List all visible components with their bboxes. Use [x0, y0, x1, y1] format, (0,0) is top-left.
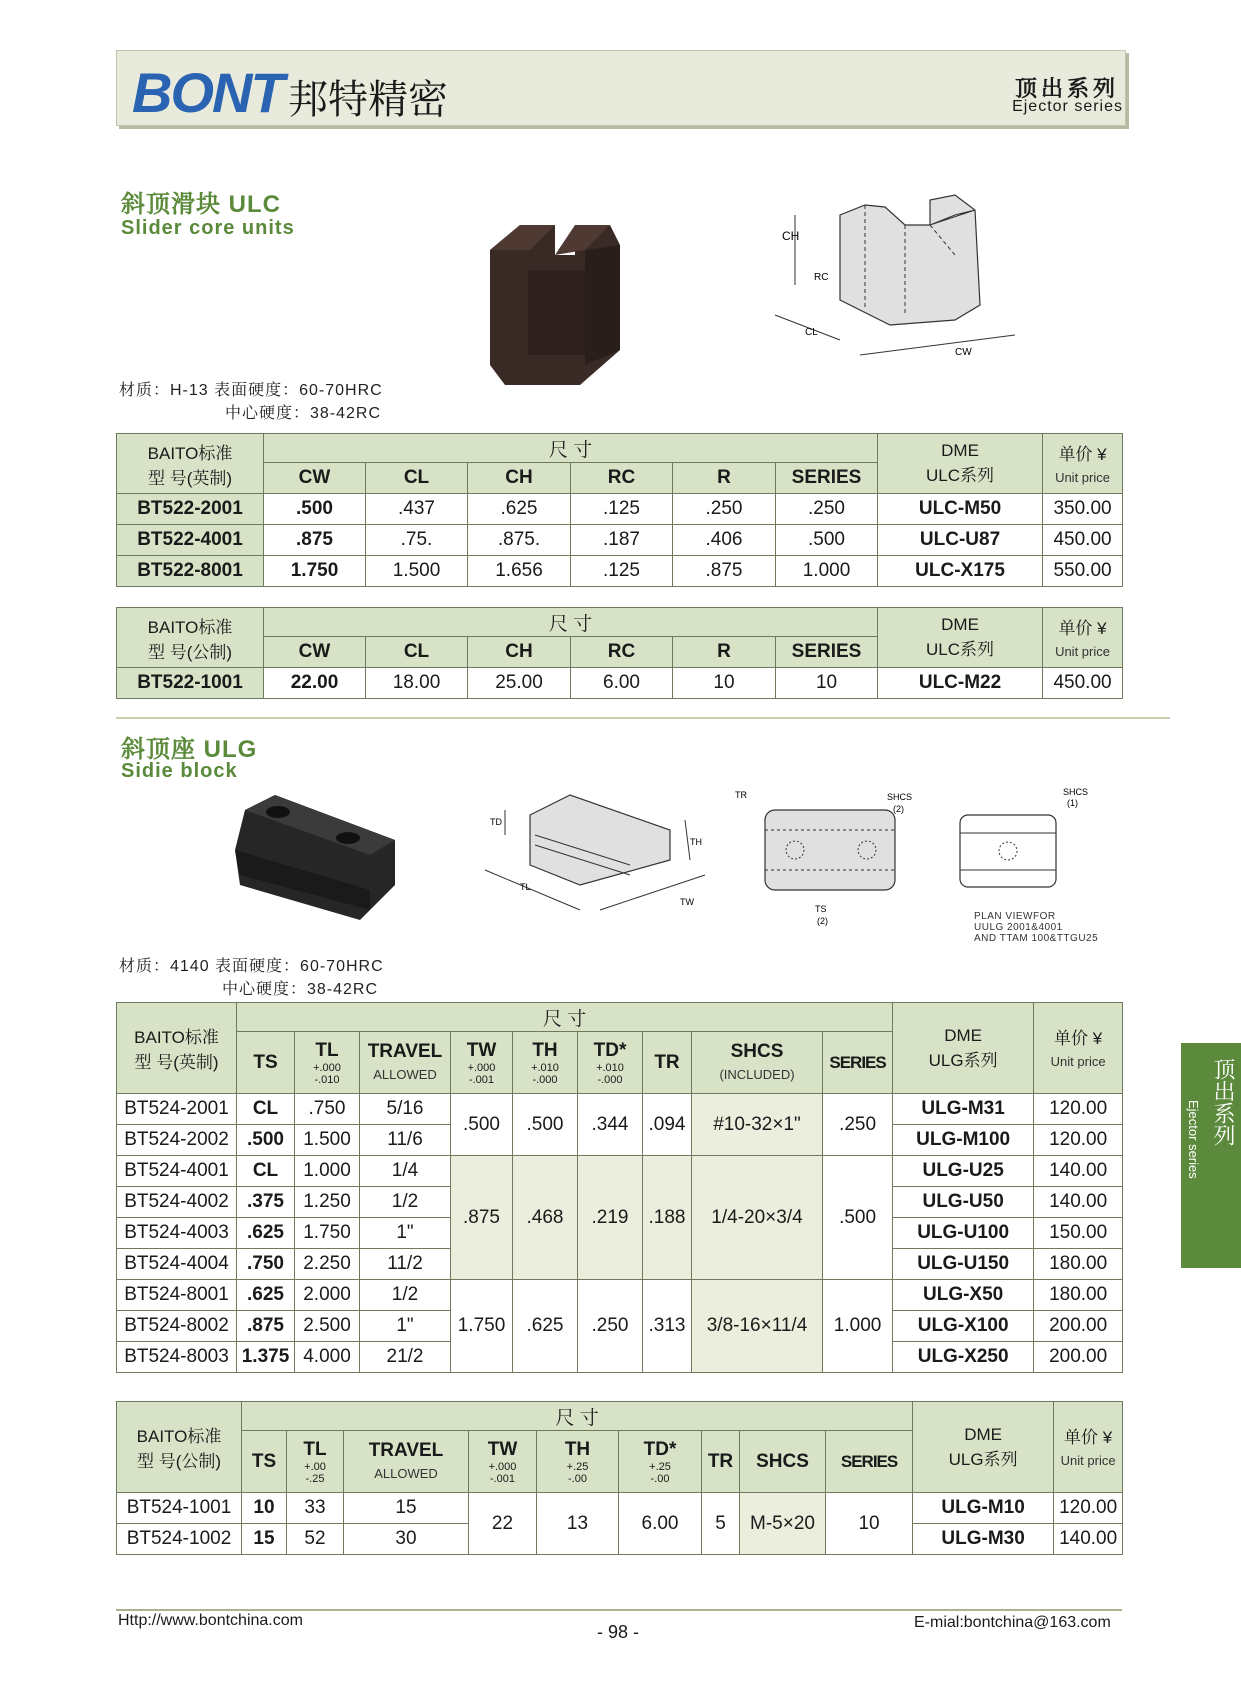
cell-travel: 1/2 [360, 1187, 451, 1218]
ulg-label-ts: TS [815, 904, 827, 914]
col-cl: CL [366, 463, 468, 494]
cell-series: 10 [826, 1493, 913, 1555]
cell-rc: .125 [571, 556, 673, 587]
cell-model: BT522-2001 [117, 494, 264, 525]
ulc-dim-cl: CL [805, 327, 818, 338]
cell-th: .468 [513, 1156, 578, 1280]
ulg-iso-diagram [480, 790, 710, 920]
footer-rule [116, 1609, 1122, 1611]
cell-r: .875 [673, 556, 776, 587]
cell-td: .219 [578, 1156, 643, 1280]
cell-travel: 1/4 [360, 1156, 451, 1187]
cell-model: BT524-4002 [117, 1187, 237, 1218]
ulg-imperial-table [116, 1002, 1123, 1373]
cell-price: 200.00 [1034, 1311, 1123, 1342]
ulg-plan-shcs-qty: (1) [1067, 798, 1078, 808]
col-header-price: 单价 ¥ Unit price [1043, 434, 1123, 494]
ulg-material: 材质：4140 表面硬度：60-70HRC [119, 958, 384, 975]
cell-dme: ULG-M31 [893, 1094, 1034, 1125]
cell-cl: .437 [366, 494, 468, 525]
cell-ch: .625 [468, 494, 571, 525]
cell-model: BT522-1001 [117, 668, 264, 699]
cell-price: 120.00 [1054, 1493, 1123, 1524]
series-title-cn: 顶出系列 [1014, 76, 1119, 101]
col-ts: TS [242, 1431, 287, 1493]
cell-th: .500 [513, 1094, 578, 1156]
ulg-product-photo [230, 790, 400, 925]
brand-logo: BONT [132, 61, 283, 124]
col-td: TD* +.25 -.00 [619, 1431, 702, 1493]
ulg-dim-td: TD [490, 817, 502, 827]
cell-dme: ULG-X250 [893, 1342, 1034, 1373]
cell-price: 140.00 [1034, 1187, 1123, 1218]
cell-shcs: 1/4-20×3/4 [692, 1156, 823, 1280]
cell-td: 6.00 [619, 1493, 702, 1555]
ulg-title: 斜顶座 ULG [121, 736, 258, 763]
cell-dme: ULG-U100 [893, 1218, 1034, 1249]
cell-travel: 1/2 [360, 1280, 451, 1311]
cell-tl: 4.000 [295, 1342, 360, 1373]
cell-r: .406 [673, 525, 776, 556]
cell-price: 120.00 [1034, 1094, 1123, 1125]
cell-shcs: 3/8-16×11/4 [692, 1280, 823, 1373]
ulg-label-shcs-qty: (2) [893, 804, 904, 814]
cell-tl: 2.250 [295, 1249, 360, 1280]
col-rc: RC [571, 637, 673, 668]
ulg-label-shcs: SHCS [887, 792, 913, 802]
cell-tl: 33 [287, 1493, 344, 1524]
col-cw: CW [264, 637, 366, 668]
cell-shcs: M-5×20 [740, 1493, 826, 1555]
cell-tr: 5 [702, 1493, 740, 1555]
cell-price: 140.00 [1034, 1156, 1123, 1187]
table-row [117, 494, 1123, 525]
table-row [117, 668, 1123, 699]
ulg-plan-shcs: SHCS [1063, 787, 1089, 797]
cell-ts: .500 [237, 1125, 295, 1156]
ulc-metric-table [116, 607, 1123, 699]
table-row [117, 525, 1123, 556]
cell-model: BT522-8001 [117, 556, 264, 587]
ulg-dim-th: TH [690, 837, 702, 847]
cell-ch: .875. [468, 525, 571, 556]
cell-ch: 25.00 [468, 668, 571, 699]
cell-ts: .375 [237, 1187, 295, 1218]
side-tab-label-en: Ejector series [1186, 1100, 1201, 1179]
col-header-model: BAITO标准 型 号(英制) [117, 434, 264, 494]
col-header-dims: 尺 寸 [242, 1402, 913, 1431]
cell-ts: 10 [242, 1493, 287, 1524]
cell-travel: 11/2 [360, 1249, 451, 1280]
col-travel: TRAVEL ALLOWED [344, 1431, 469, 1493]
col-header-model: BAITO标准 型 号(公制) [117, 1402, 242, 1493]
cell-series: 1.000 [823, 1280, 893, 1373]
ulc-imperial-table [116, 433, 1123, 587]
ulc-dim-rc: RC [814, 272, 829, 283]
cell-price: 140.00 [1054, 1524, 1123, 1555]
cell-model: BT524-1002 [117, 1524, 242, 1555]
col-series: SERIES [826, 1431, 913, 1493]
col-header-dme: DME ULG系列 [913, 1402, 1054, 1493]
col-header-dims: 尺 寸 [264, 608, 878, 637]
cell-rc: 6.00 [571, 668, 673, 699]
brand-name: 邦特精密 [288, 77, 448, 123]
cell-tr: .188 [643, 1156, 692, 1280]
cell-model: BT524-2002 [117, 1125, 237, 1156]
ulg-subtitle: Sidie block [121, 760, 238, 782]
cell-cl: 1.500 [366, 556, 468, 587]
cell-price: 150.00 [1034, 1218, 1123, 1249]
cell-travel: 1" [360, 1311, 451, 1342]
col-header-dims: 尺 寸 [264, 434, 878, 463]
cell-price: 550.00 [1043, 556, 1123, 587]
cell-tw: .500 [451, 1094, 513, 1156]
cell-travel: 11/6 [360, 1125, 451, 1156]
cell-dme: ULG-X50 [893, 1280, 1034, 1311]
cell-dme: ULG-U25 [893, 1156, 1034, 1187]
cell-price: 180.00 [1034, 1280, 1123, 1311]
col-tw: TW +.000 -.001 [451, 1032, 513, 1094]
footer-url[interactable]: Http://www.bontchina.com [118, 1612, 303, 1629]
cell-dme: ULG-U150 [893, 1249, 1034, 1280]
cell-dme: ULG-X100 [893, 1311, 1034, 1342]
cell-dme: ULG-M30 [913, 1524, 1054, 1555]
ulg-core-hardness: 中心硬度：38-42RC [222, 981, 379, 998]
col-rc: RC [571, 463, 673, 494]
cell-tl: 1.250 [295, 1187, 360, 1218]
col-r: R [673, 637, 776, 668]
col-ch: CH [468, 463, 571, 494]
col-th: TH +.25 -.00 [537, 1431, 619, 1493]
cell-dme: ULC-U87 [878, 525, 1043, 556]
cell-series: 10 [776, 668, 878, 699]
cell-series: .500 [776, 525, 878, 556]
cell-model: BT524-2001 [117, 1094, 237, 1125]
cell-tl: 2.000 [295, 1280, 360, 1311]
cell-cw: .500 [264, 494, 366, 525]
table-row [117, 1493, 1123, 1524]
cell-tr: .313 [643, 1280, 692, 1373]
cell-ts: .625 [237, 1280, 295, 1311]
cell-travel: 1" [360, 1218, 451, 1249]
cell-cw: 22.00 [264, 668, 366, 699]
col-ch: CH [468, 637, 571, 668]
col-tl: TL +.000 -.010 [295, 1032, 360, 1094]
cell-ts: .625 [237, 1218, 295, 1249]
cell-travel: 21/2 [360, 1342, 451, 1373]
cell-tr: .094 [643, 1094, 692, 1156]
cell-cl: 18.00 [366, 668, 468, 699]
col-th: TH +.010 -.000 [513, 1032, 578, 1094]
cell-series: .500 [823, 1156, 893, 1280]
ulc-core-hardness: 中心硬度：38-42RC [225, 405, 382, 422]
cell-tw: 1.750 [451, 1280, 513, 1373]
col-header-price: 单价 ¥ Unit price [1043, 608, 1123, 668]
cell-model: BT524-4001 [117, 1156, 237, 1187]
ulg-dim-tl: TL [520, 882, 531, 892]
series-title-en: Ejector series [1012, 98, 1123, 115]
ulc-dim-ch: CH [782, 229, 800, 243]
cell-dme: ULC-M50 [878, 494, 1043, 525]
ulg-label-tr: TR [735, 790, 747, 800]
cell-dme: ULG-M10 [913, 1493, 1054, 1524]
ulc-diagram [770, 195, 1030, 380]
ulc-product-photo [480, 215, 630, 390]
cell-r: 10 [673, 668, 776, 699]
section-divider [116, 717, 1170, 719]
col-header-dme: DME ULG系列 [893, 1003, 1034, 1094]
col-header-price: 单价 ¥ Unit price [1054, 1402, 1123, 1493]
cell-price: 350.00 [1043, 494, 1123, 525]
cell-dme: ULG-U50 [893, 1187, 1034, 1218]
cell-price: 450.00 [1043, 525, 1123, 556]
col-shcs: SHCS [740, 1431, 826, 1493]
cell-th: .625 [513, 1280, 578, 1373]
cell-dme: ULC-M22 [878, 668, 1043, 699]
cell-tw: .875 [451, 1156, 513, 1280]
col-series: SERIES [823, 1032, 893, 1094]
cell-tl: 1.750 [295, 1218, 360, 1249]
cell-model: BT524-4004 [117, 1249, 237, 1280]
cell-rc: .187 [571, 525, 673, 556]
col-cl: CL [366, 637, 468, 668]
cell-shcs: #10-32×1" [692, 1094, 823, 1156]
col-cw: CW [264, 463, 366, 494]
cell-model: BT524-8001 [117, 1280, 237, 1311]
cell-cl: .75. [366, 525, 468, 556]
col-header-dme: DME ULC系列 [878, 608, 1043, 668]
cell-r: .250 [673, 494, 776, 525]
col-header-dme: DME ULC系列 [878, 434, 1043, 494]
col-travel: TRAVEL ALLOWED [360, 1032, 451, 1094]
table-row [117, 556, 1123, 587]
ulc-title: 斜顶滑块 ULC [121, 191, 281, 218]
col-td: TD* +.010 -.000 [578, 1032, 643, 1094]
cell-ts: .875 [237, 1311, 295, 1342]
cell-travel: 5/16 [360, 1094, 451, 1125]
table-row [117, 1156, 1123, 1187]
cell-ts: 15 [242, 1524, 287, 1555]
cell-series: 1.000 [776, 556, 878, 587]
cell-ts: .750 [237, 1249, 295, 1280]
cell-cw: 1.750 [264, 556, 366, 587]
col-r: R [673, 463, 776, 494]
cell-tl: 52 [287, 1524, 344, 1555]
cell-series: .250 [823, 1094, 893, 1156]
cell-model: BT524-1001 [117, 1493, 242, 1524]
cell-model: BT524-8003 [117, 1342, 237, 1373]
footer-email[interactable]: E-mial:bontchina@163.com [914, 1614, 1111, 1631]
cell-cw: .875 [264, 525, 366, 556]
page-number: - 98 - [597, 1622, 640, 1642]
ulg-label-ts-qty: (2) [817, 916, 828, 926]
cell-dme: ULG-M100 [893, 1125, 1034, 1156]
col-shcs: SHCS (INCLUDED) [692, 1032, 823, 1094]
cell-price: 180.00 [1034, 1249, 1123, 1280]
ulc-subtitle: Slider core units [121, 217, 295, 239]
cell-price: 450.00 [1043, 668, 1123, 699]
ulg-metric-table [116, 1401, 1123, 1555]
cell-ts: 1.375 [237, 1342, 295, 1373]
ulc-dim-cw: CW [955, 347, 972, 358]
cell-td: .344 [578, 1094, 643, 1156]
col-header-model: BAITO标准 型 号(公制) [117, 608, 264, 668]
ulg-front-diagram [735, 790, 935, 930]
ulg-dim-tw: TW [680, 897, 694, 907]
cell-ch: 1.656 [468, 556, 571, 587]
cell-ts: CL [237, 1156, 295, 1187]
col-series: SERIES [776, 637, 878, 668]
cell-tl: 1.500 [295, 1125, 360, 1156]
col-series: SERIES [776, 463, 878, 494]
cell-series: .250 [776, 494, 878, 525]
ulc-material: 材质：H-13 表面硬度：60-70HRC [119, 382, 383, 399]
col-tr: TR [643, 1032, 692, 1094]
cell-dme: ULC-X175 [878, 556, 1043, 587]
cell-travel: 30 [344, 1524, 469, 1555]
cell-model: BT524-4003 [117, 1218, 237, 1249]
cell-tl: 2.500 [295, 1311, 360, 1342]
side-tab-label-cn: 顶出系列 [1211, 1058, 1236, 1146]
col-header-price: 单价 ¥ Unit price [1034, 1003, 1123, 1094]
table-row [117, 1280, 1123, 1311]
table-row [117, 1094, 1123, 1125]
cell-ts: CL [237, 1094, 295, 1125]
col-header-dims: 尺 寸 [237, 1003, 893, 1032]
cell-td: .250 [578, 1280, 643, 1373]
ulg-plan-diagram [955, 785, 1089, 905]
cell-tw: 22 [469, 1493, 537, 1555]
plan-view-caption: PLAN VIEWFOR UULG 2001&4001 AND TTAM 100&TTGU25 [974, 911, 1099, 944]
col-tl: TL +.00 -.25 [287, 1431, 344, 1493]
cell-model: BT522-4001 [117, 525, 264, 556]
cell-tl: 1.000 [295, 1156, 360, 1187]
cell-th: 13 [537, 1493, 619, 1555]
col-tr: TR [702, 1431, 740, 1493]
cell-rc: .125 [571, 494, 673, 525]
cell-tl: .750 [295, 1094, 360, 1125]
cell-travel: 15 [344, 1493, 469, 1524]
cell-price: 200.00 [1034, 1342, 1123, 1373]
col-header-model: BAITO标准 型 号(英制) [117, 1003, 237, 1094]
col-tw: TW +.000 -.001 [469, 1431, 537, 1493]
cell-price: 120.00 [1034, 1125, 1123, 1156]
cell-model: BT524-8002 [117, 1311, 237, 1342]
col-ts: TS [237, 1032, 295, 1094]
